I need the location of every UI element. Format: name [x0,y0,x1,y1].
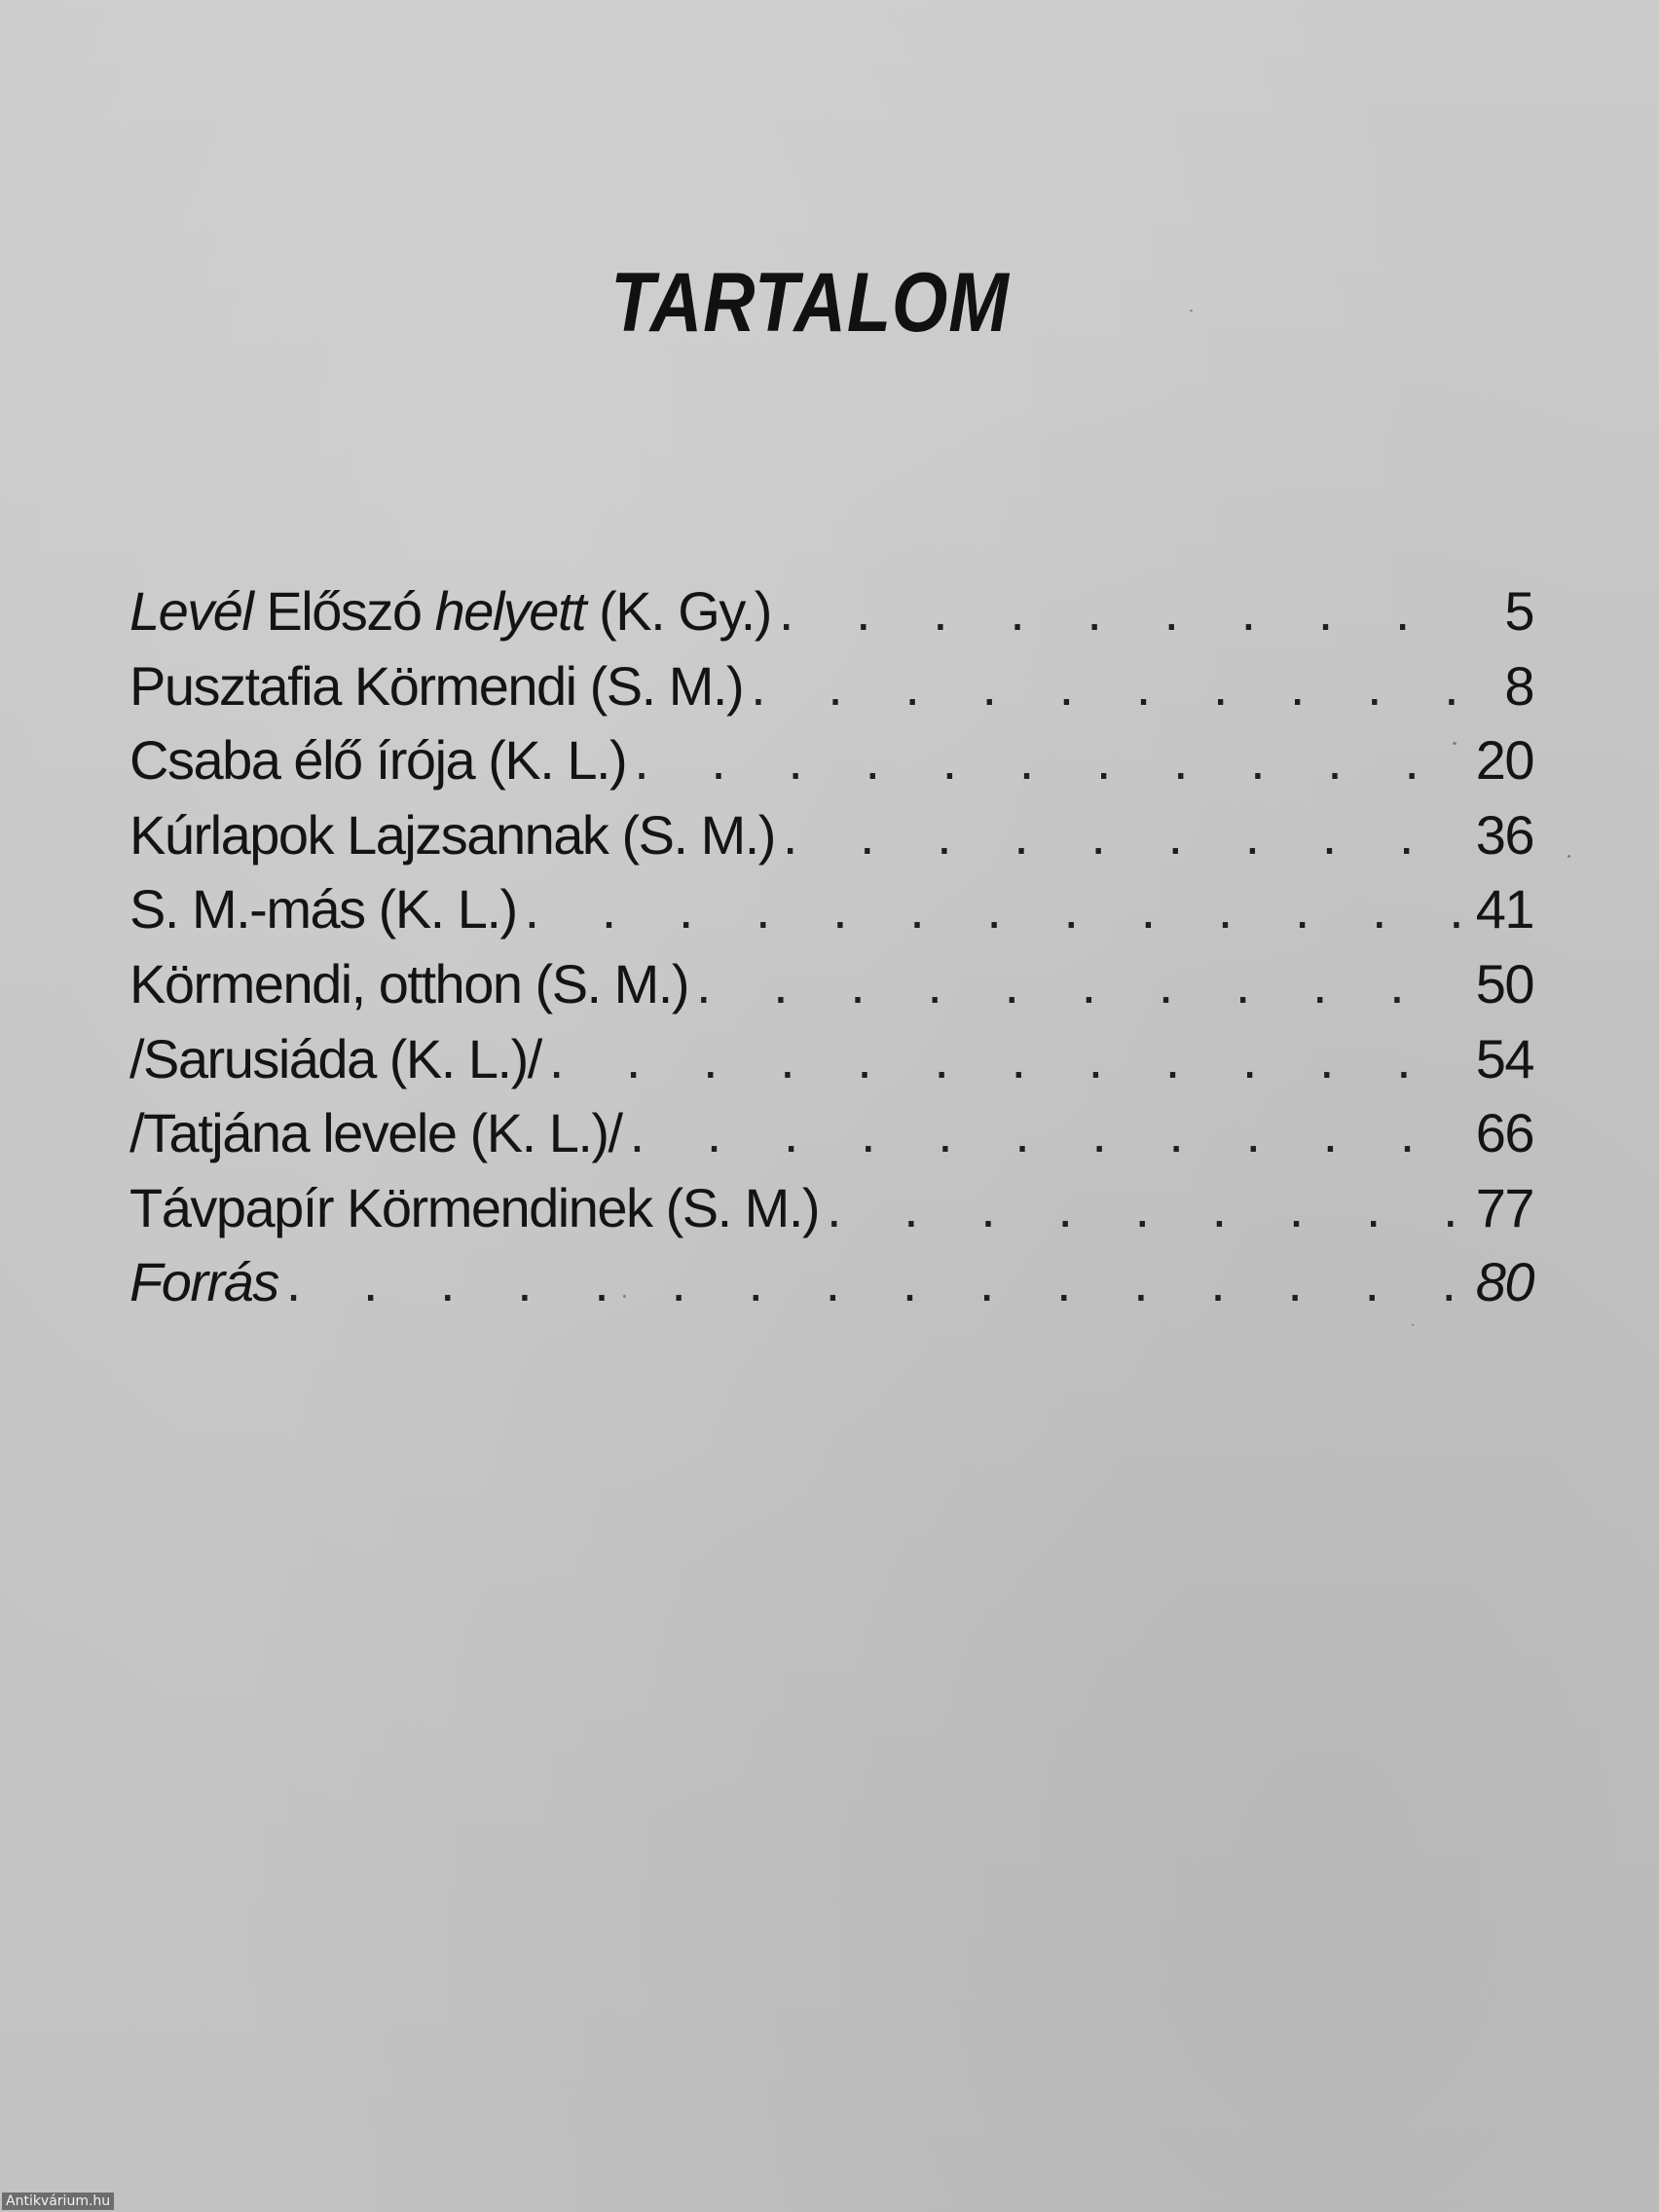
paper-speck [1567,855,1570,858]
toc-entry-page-number: 80 [1475,1251,1533,1313]
toc-entry-title-part: Távpapír Körmendinek (S. M.) [129,1176,820,1238]
paper-speck [623,1295,626,1298]
toc-dot-leader [286,1245,1465,1320]
toc-entry [129,872,1533,947]
toc-dot-leader [634,723,1465,798]
toc-entry-page-number: 8 [1504,654,1533,717]
toc-entry-title-part: Levél [129,580,253,642]
toc-entry-title-part: /Sarusiáda (K. L.)/ [129,1027,541,1089]
page-title: TARTALOM [610,256,1010,350]
toc-entry-page-number: 36 [1475,803,1533,866]
toc-entry-title-part: helyett [434,580,586,642]
toc-entry-title [129,723,626,798]
toc-entry-title [129,1022,541,1097]
toc-entry-title [129,947,688,1022]
toc-dot-leader [779,574,1465,649]
toc-entry [129,649,1533,724]
toc-entry-title-part: Pusztafia Körmendi (S. M.) [129,654,744,717]
table-of-contents [129,574,1533,1320]
toc-entry [129,1245,1533,1320]
toc-entry [129,1171,1533,1246]
toc-entry-title [129,1171,819,1246]
toc-entry-page-number: 54 [1475,1027,1533,1089]
toc-entry [129,947,1533,1022]
toc-entry-title-part: Kúrlapok Lajzsannak (S. M.) [129,803,775,866]
paper-speck [1190,310,1193,312]
toc-entry [129,723,1533,798]
toc-entry-page-number: 20 [1475,729,1533,792]
toc-entry-title [129,1245,278,1320]
toc-dot-leader [525,872,1465,947]
toc-entry-title [129,1096,622,1171]
toc-entry [129,574,1533,649]
toc-entry-title-part: S. M.-más (K. L.) [129,878,517,940]
paper-speck [1412,1324,1414,1326]
toc-entry [129,1096,1533,1171]
toc-entry-title-part: /Tatjána levele (K. L.)/ [129,1102,622,1164]
toc-entry-page-number: 5 [1504,580,1533,642]
toc-entry-title-part: Körmendi, otthon (S. M.) [129,952,689,1014]
toc-dot-leader [827,1171,1465,1246]
toc-dot-leader [630,1096,1465,1171]
toc-entry-title-part: Csaba élő írója (K. L.) [129,729,627,792]
toc-entry-title-part: Forrás [129,1251,278,1313]
toc-entry-title-part: (K. Gy.) [585,580,771,642]
paper-speck [1453,742,1456,745]
toc-entry-page-number: 77 [1475,1176,1533,1238]
watermark-label: Antikvárium.hu [2,2193,114,2210]
toc-entry-page-number: 50 [1475,952,1533,1014]
toc-entry-title [129,649,743,724]
toc-entry-page-number: 41 [1475,878,1533,940]
toc-entry-title [129,798,775,873]
toc-entry-page-number: 66 [1475,1102,1533,1164]
toc-dot-leader [751,649,1465,724]
toc-entry [129,798,1533,873]
toc-entry-title [129,574,771,649]
toc-dot-leader [696,947,1465,1022]
toc-entry-title [129,872,517,947]
toc-dot-leader [549,1022,1465,1097]
toc-dot-leader [783,798,1465,873]
toc-entry-title-part: Előszó [252,580,435,642]
toc-entry [129,1022,1533,1097]
